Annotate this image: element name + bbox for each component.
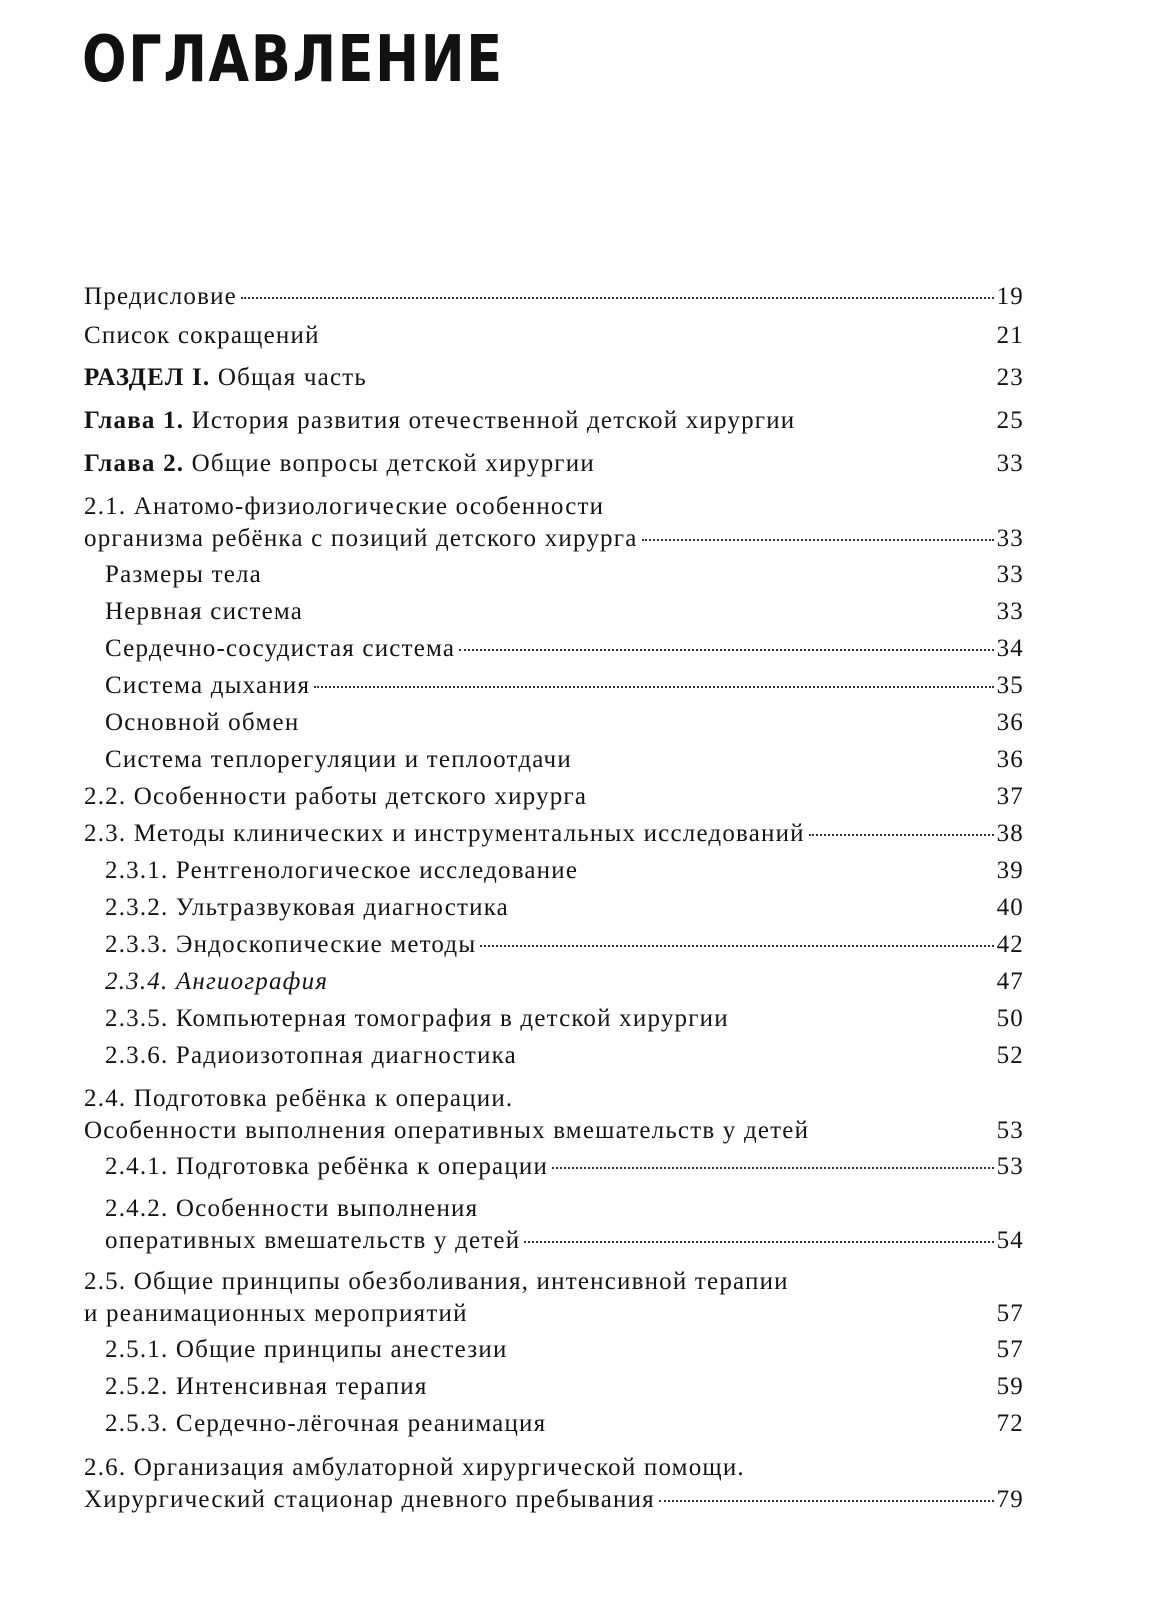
toc-entry-title-line2: Хирургический стационар дневного пребывания: [84, 1486, 655, 1513]
toc-entry-metabolism[interactable]: [84, 709, 1024, 746]
toc-page-number: 79: [996, 1486, 1024, 1513]
toc-entry-title: 2.3.1. Рентгенологическое исследование: [105, 857, 579, 884]
leader-dots: [314, 686, 993, 688]
toc-entry-abbreviations[interactable]: [84, 322, 1024, 364]
toc-entry-2-4-1[interactable]: [84, 1153, 1024, 1190]
toc-entry-title: Система теплорегуляции и теплоотдачи: [105, 746, 572, 773]
toc-page-number: 33: [996, 598, 1024, 625]
toc-entry-title: Нервная система: [105, 598, 304, 625]
toc-page-number: 53: [996, 1153, 1024, 1180]
toc-entry-2-5[interactable]: [84, 1263, 1024, 1336]
leader-dots: [480, 945, 993, 947]
toc-entry-title: 2.5.3. Сердечно-лёгочная реанимация: [105, 1410, 547, 1437]
toc-entry-title: 2.3. Методы клинических и инструментальных исследований: [84, 820, 805, 847]
toc-entry-title-line1: 2.4. Подготовка ребёнка к операции.: [84, 1085, 514, 1112]
toc-page-number: 23: [996, 364, 1024, 391]
toc-page-number: 19: [996, 283, 1024, 310]
toc-entry-2-3-5[interactable]: [84, 1005, 1024, 1042]
toc-page-number: 25: [996, 407, 1024, 434]
toc-entry-section-1[interactable]: [84, 364, 1024, 407]
toc-entry-2-5-1[interactable]: [84, 1336, 1024, 1373]
toc-page-number: 52: [996, 1042, 1024, 1069]
toc-entry-title: 2.3.2. Ультразвуковая диагностика: [105, 894, 509, 921]
toc-page-number: 39: [996, 857, 1024, 884]
toc-entry-cardiovascular[interactable]: [84, 635, 1024, 672]
toc-entry-title: Система дыхания: [105, 672, 311, 699]
toc-entry-2-2[interactable]: [84, 783, 1024, 820]
toc-entry-title: 2.5.1. Общие принципы анестезии: [105, 1336, 508, 1363]
toc-entry-preface[interactable]: [84, 283, 1024, 322]
toc-entry-label: РАЗДЕЛ I.: [84, 364, 211, 391]
toc-page-number: 53: [996, 1117, 1024, 1144]
leader-dots: [659, 1500, 994, 1502]
toc-entry-title-line2: организма ребёнка с позиций детского хирурга: [84, 525, 638, 552]
toc-page-number: 47: [996, 968, 1024, 995]
toc-entry-body-size[interactable]: [84, 561, 1024, 598]
toc-entry-title: Сердечно-сосудистая система: [105, 635, 456, 662]
toc-page-number: 72: [996, 1410, 1024, 1437]
toc-entry-title-line1: 2.6. Организация амбулаторной хирургической помощи.: [84, 1454, 745, 1481]
toc-entry-title: Предисловие: [84, 283, 237, 310]
toc-entry-title: 2.4.1. Подготовка ребёнка к операции: [105, 1153, 549, 1180]
toc-page-number: 37: [996, 783, 1024, 810]
toc-entry-title: 2.3.5. Компьютерная томография в детской хирургии: [105, 1005, 729, 1032]
toc-entry-nervous-system[interactable]: [84, 598, 1024, 635]
toc-entry-title: 2.3.3. Эндоскопические методы: [105, 931, 477, 958]
toc-entry-title: 2.5.2. Интенсивная терапия: [105, 1373, 428, 1400]
toc-entry-2-3-2[interactable]: [84, 894, 1024, 931]
leader-dots: [642, 539, 994, 541]
leader-dots: [241, 297, 994, 299]
toc-entry-2-3[interactable]: [84, 820, 1024, 857]
toc-entry-2-4-2[interactable]: [84, 1190, 1024, 1263]
leader-dots: [459, 649, 993, 651]
toc-entry-thermoregulation[interactable]: [84, 746, 1024, 783]
leader-dots: [524, 1241, 993, 1243]
toc-page-number: 33: [996, 450, 1024, 477]
toc-page-number: 35: [996, 672, 1024, 699]
toc-entry-title: Основной обмен: [105, 709, 300, 736]
toc-entry-title: 2.3.6. Радиоизотопная диагностика: [105, 1042, 517, 1069]
toc-entry-chapter-2[interactable]: [84, 450, 1024, 488]
toc-page-number: 33: [996, 525, 1024, 552]
toc-entry-title-line2: и реанимационных мероприятий: [84, 1300, 468, 1327]
toc-heading: ОГЛАВЛЕНИЕ: [82, 23, 504, 97]
toc-entry-title-line1: 2.1. Анатомо-физиологические особенности: [84, 493, 605, 520]
toc-page-number: 21: [996, 322, 1024, 349]
leader-dots: [809, 834, 994, 836]
toc-entry-title-line1: 2.4.2. Особенности выполнения: [105, 1195, 479, 1222]
toc-page-number: 59: [996, 1373, 1024, 1400]
toc-entry-title: 2.2. Особенности работы детского хирурга: [84, 783, 588, 810]
toc-entry-title-line1: 2.5. Общие принципы обезболивания, интенсивной терапии: [84, 1268, 789, 1295]
toc-entry-2-5-3[interactable]: [84, 1410, 1024, 1449]
toc-entry-2-5-2[interactable]: [84, 1373, 1024, 1410]
toc-page-number: 54: [996, 1227, 1024, 1254]
toc-entry-2-4[interactable]: [84, 1080, 1024, 1153]
toc-entry-label: Глава 2.: [84, 450, 185, 477]
toc-entry-2-3-3[interactable]: [84, 931, 1024, 968]
toc-entry-label: Глава 1.: [84, 407, 185, 434]
toc-page-number: 33: [996, 561, 1024, 588]
toc-entry-title: История развития отечественной детской хирургии: [191, 407, 796, 434]
toc-page-number: 57: [996, 1336, 1024, 1363]
toc-page-number: 40: [996, 894, 1024, 921]
toc-entry-respiratory[interactable]: [84, 672, 1024, 709]
toc-entry-2-3-4[interactable]: [84, 968, 1024, 1005]
leader-dots: [552, 1167, 994, 1169]
toc-entry-2-3-6[interactable]: [84, 1042, 1024, 1080]
toc-entry-title: Размеры тела: [105, 561, 262, 588]
toc-entry-title: Общая часть: [217, 364, 368, 391]
toc-entry-title: 2.3.4. Ангиография: [105, 968, 329, 995]
toc-page-number: 36: [996, 709, 1024, 736]
toc-entry-title: Список сокращений: [84, 322, 320, 349]
toc-entry-2-3-1[interactable]: [84, 857, 1024, 894]
toc-entry-title-line2: Особенности выполнения оперативных вмешательств у детей: [84, 1117, 810, 1144]
toc-page-number: 34: [996, 635, 1024, 662]
toc-entry-2-1[interactable]: [84, 488, 1024, 561]
toc-page-number: 36: [996, 746, 1024, 773]
toc-page-number: 57: [996, 1300, 1024, 1327]
toc-page-number: 42: [996, 931, 1024, 958]
toc-page-number: 38: [996, 820, 1024, 847]
table-of-contents: [84, 283, 1024, 1522]
toc-entry-title: Общие вопросы детской хирургии: [191, 450, 595, 477]
toc-entry-2-6[interactable]: [84, 1449, 1024, 1522]
toc-entry-title-line2: оперативных вмешательств у детей: [105, 1227, 521, 1254]
toc-entry-chapter-1[interactable]: [84, 407, 1024, 450]
toc-page-number: 50: [996, 1005, 1024, 1032]
